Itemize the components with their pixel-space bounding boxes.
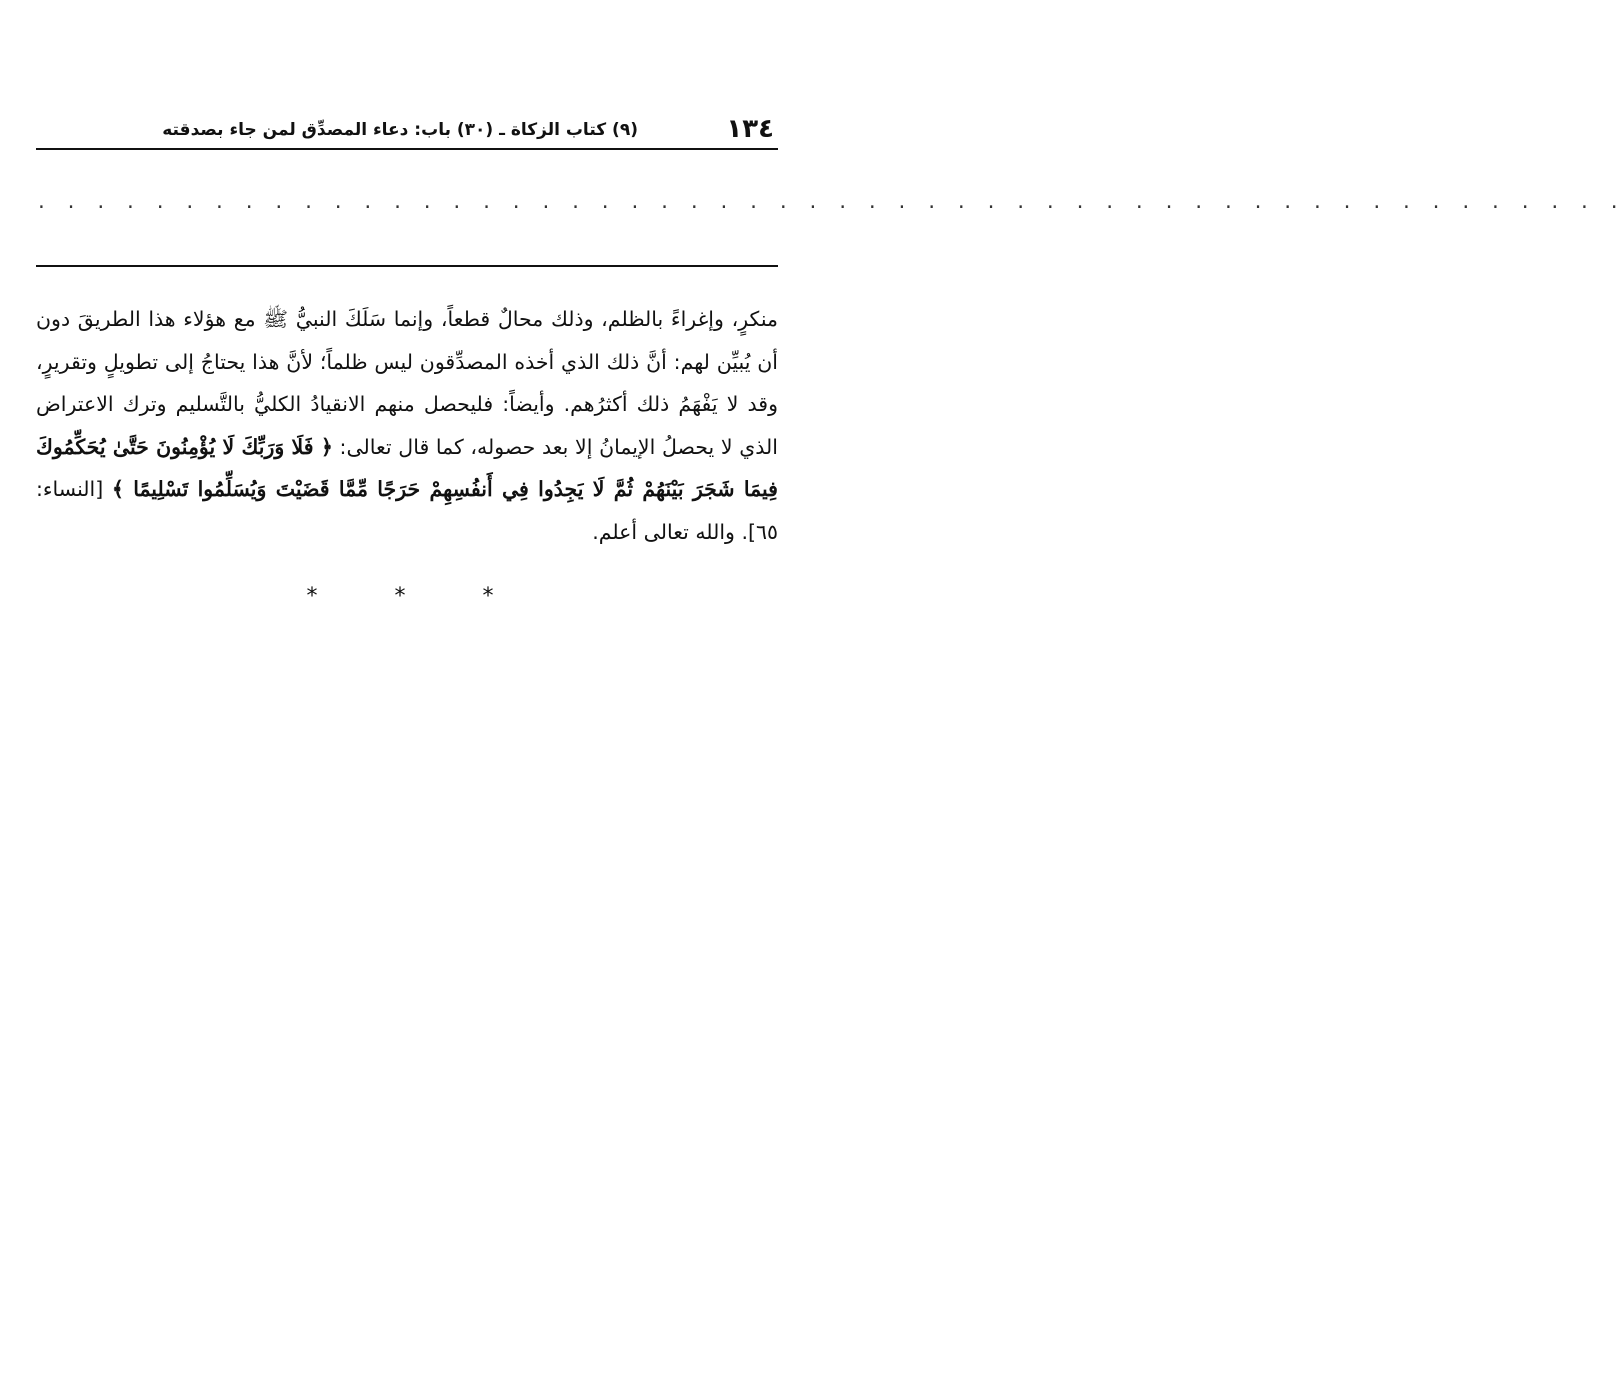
separator-rule — [36, 265, 778, 267]
header-rule — [36, 148, 778, 150]
page-number: ١٣٤ — [726, 114, 774, 144]
star-mark: * — [482, 584, 494, 609]
star-mark: * — [394, 584, 406, 609]
section-end-stars — [300, 585, 500, 609]
running-title: (٩) كتاب الزكاة ـ (٣٠) باب: دعاء المصدِّق لمن جاء بصدقته — [162, 120, 638, 140]
body-paragraph — [36, 298, 778, 553]
body-text — [36, 298, 778, 553]
page-header — [36, 112, 778, 146]
elided-text-dots: . . . . . . . . . . . . . . . . . . . . . . . . . . . . . . . . . . . . . . . . . . . . . . . . . . . . . . — [36, 192, 1624, 213]
body-text-part1: منكرٍ، وإغراءً بالظلم، وذلك محالٌ قطعاً، وإنما سَلَكَ النبيُّ ﷺ مع هؤلاء هذا الطريقَ دون أن يُبيِّن لهم: أنَّ ذلك الذي أخذه المصدِّقون ليس ظلماً؛ لأنَّ هذا يحتاجُ إلى تطويلٍ وتقريرٍ، وقد لا يَفْهَمُ ذلك أكثرُهم. وأيضاً: فليحصل منهم الانقيادُ الكليُّ بالتَّسليم وترك الاعتراض الذي لا يحصلُ الإيمانُ إلا بعد حصوله، كما قال تعالى: — [36, 307, 778, 459]
quran-verse: ﴿ فَلَا وَرَبِّكَ لَا يُؤْمِنُونَ حَتَّىٰ يُحَكِّمُوكَ فِيمَا شَجَرَ بَيْنَهُمْ ثُمَّ لَا يَجِدُوا فِي أَنفُسِهِمْ حَرَجًا مِّمَّا قَضَيْتَ وَيُسَلِّمُوا تَسْلِيمًا ﴾ — [36, 434, 778, 501]
star-mark: * — [306, 584, 318, 609]
body-text-part2: [النساء: ٦٥]. والله تعالى أعلم. — [36, 477, 778, 544]
